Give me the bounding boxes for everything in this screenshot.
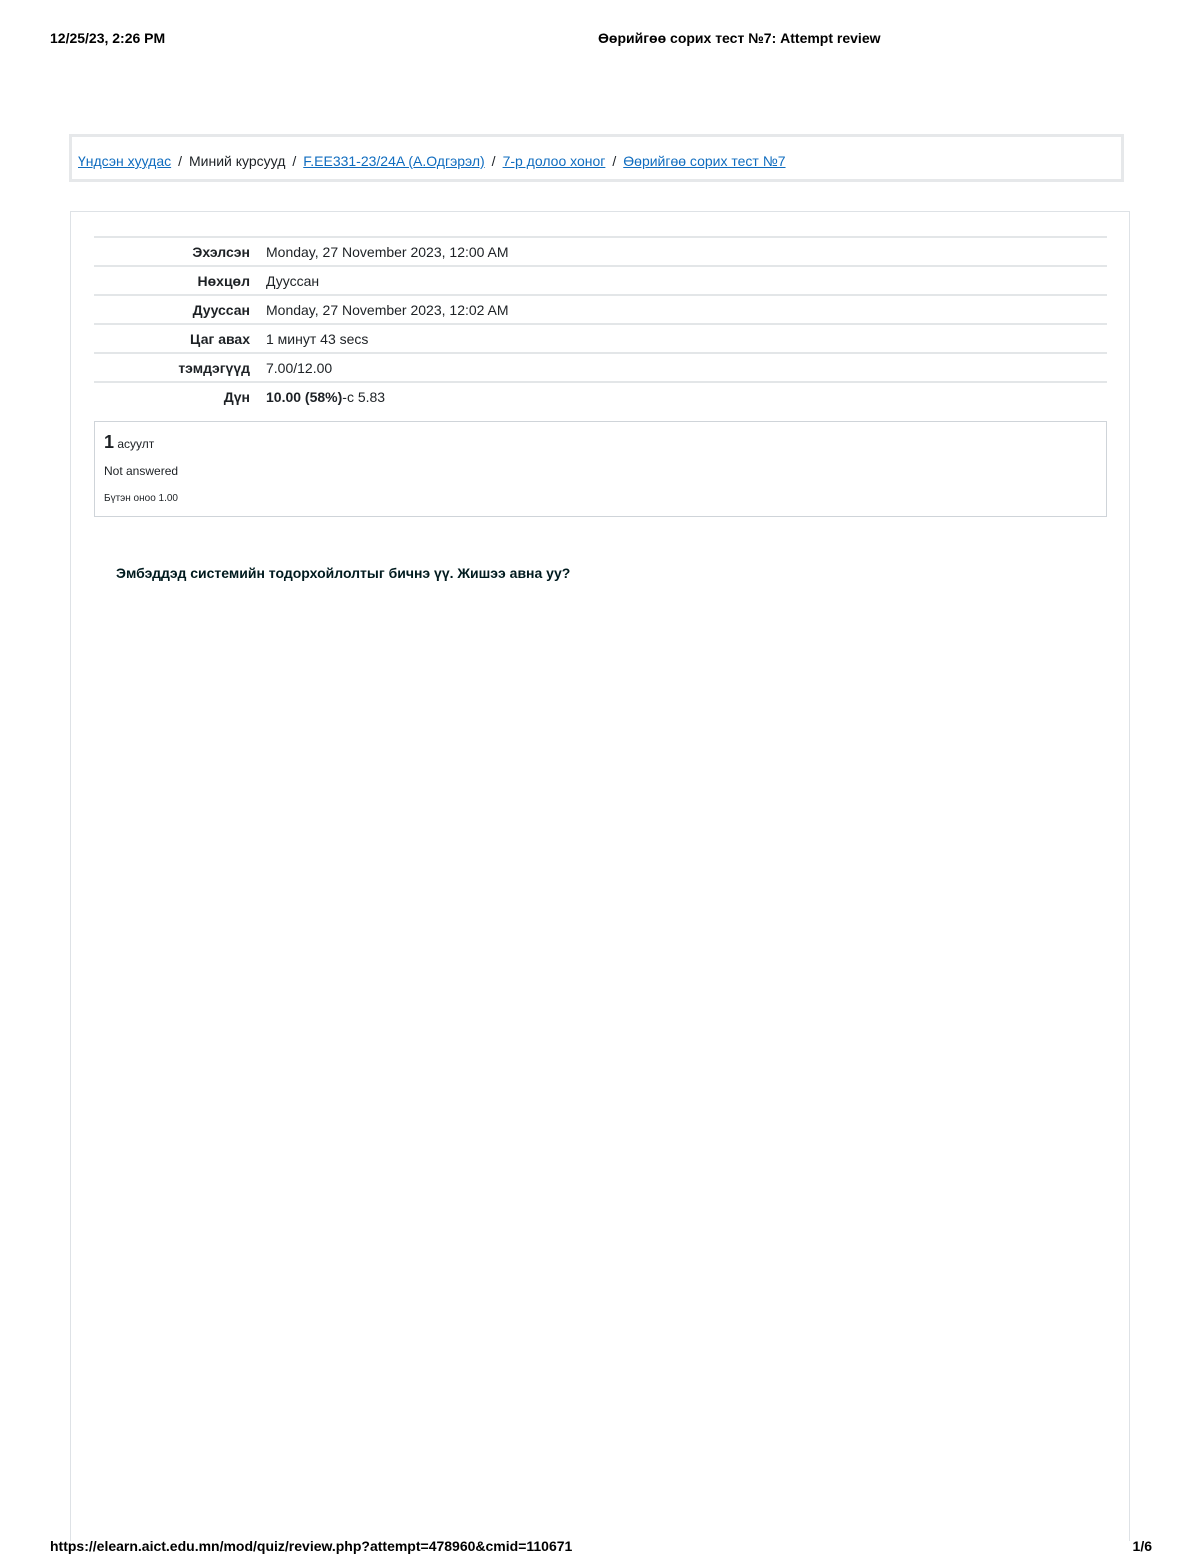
summary-value (258, 382, 1107, 410)
breadcrumb-container (69, 134, 1124, 182)
summary-label: Цаг авах (189, 330, 250, 347)
breadcrumb-separator: / (491, 153, 496, 169)
summary-row-grade (94, 382, 1107, 410)
summary-label: Дүн (223, 388, 250, 405)
summary-label: тэмдэгүүд (178, 359, 250, 376)
summary-value: Дууссан (266, 272, 320, 289)
question-mark: Бүтэн оноо 1.00 (104, 493, 178, 504)
print-page-number: 1/6 (1132, 1538, 1152, 1554)
summary-label: Дууссан (192, 301, 250, 318)
summary-label: Эхэлсэн (192, 243, 250, 260)
summary-value: 7.00/12.00 (266, 359, 333, 376)
breadcrumb-course-link[interactable]: F.EE331-23/24A (A.Одгэрэл) (303, 153, 485, 169)
grade-value: 10.00 (58%) (266, 388, 343, 405)
question-number-value: 1 (104, 432, 115, 452)
print-footer (50, 1538, 1152, 1556)
print-title: Өөрийгөө сорих тест №7: Attempt review (598, 30, 881, 46)
summary-row-started (94, 237, 1107, 266)
question-text: Эмбэддэд системийн тодорхойлолтыг бичнэ үү. Жишээ авна уу? (116, 565, 571, 581)
summary-row-completed (94, 295, 1107, 324)
summary-label: Нөхцөл (197, 272, 250, 289)
breadcrumb-separator: / (612, 153, 617, 169)
breadcrumb-separator: / (178, 153, 182, 169)
print-url: https://elearn.aict.edu.mn/mod/quiz/review.php?attempt=478960&cmid=110671 (50, 1538, 573, 1554)
review-content (70, 211, 1130, 1541)
summary-row-state (94, 266, 1107, 295)
print-header (50, 30, 1152, 50)
breadcrumb (78, 153, 786, 169)
breadcrumb-week-link[interactable]: 7-р долоо хоног (502, 153, 606, 169)
breadcrumb-quiz-link[interactable]: Өөрийгөө сорих тест №7 (623, 153, 786, 169)
breadcrumb-my-courses: Миний курсууд (189, 153, 286, 169)
summary-value: Monday, 27 November 2023, 12:00 AM (266, 243, 509, 260)
breadcrumb-home-link[interactable]: Үндсэн хуудас (78, 153, 172, 169)
summary-row-marks (94, 353, 1107, 382)
breadcrumb-separator: / (292, 153, 297, 169)
question-number-label: асуулт (117, 437, 155, 451)
summary-value: 1 минут 43 secs (266, 330, 369, 347)
question-info-box (94, 421, 1107, 517)
question-number (104, 432, 154, 453)
print-datetime: 12/25/23, 2:26 PM (50, 30, 166, 46)
summary-row-time-taken (94, 324, 1107, 353)
summary-value: Monday, 27 November 2023, 12:02 AM (266, 301, 509, 318)
grade-suffix: -с 5.83 (342, 388, 386, 405)
question-state: Not answered (104, 464, 179, 478)
attempt-summary-table (94, 236, 1107, 410)
